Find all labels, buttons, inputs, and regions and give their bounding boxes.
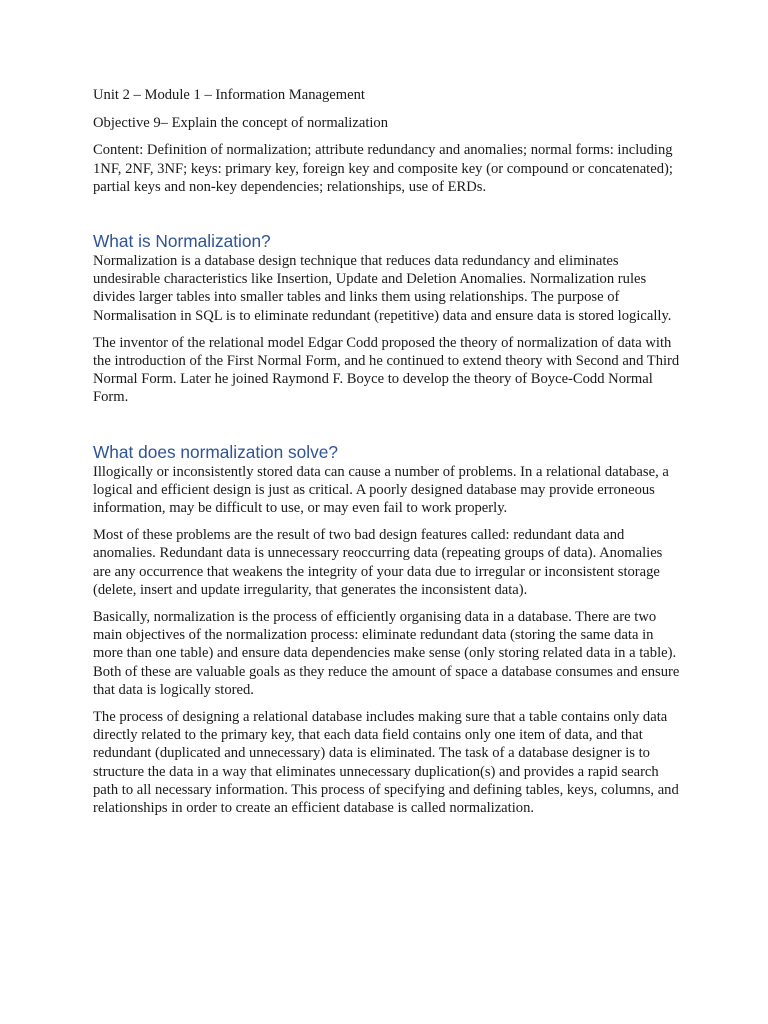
paragraph: The inventor of the relational model Edgar Codd proposed the theory of normalization of data with the introduction of the First Normal Form, and he continued to extend theory with Second and Third Normal Form. Later he joined Raymond F. Boyce to develop the theory of Boyce-Codd Normal Form. <box>93 334 680 406</box>
heading-what-is-normalization: What is Normalization? <box>93 231 271 252</box>
content-line: Content: Definition of normalization; attribute redundancy and anomalies; normal forms: including 1NF, 2NF, 3NF; keys: primary key, foreign key and composite key (or compound or concatenated); partial keys and non-key dependencies; relationships, use of ERDs. <box>93 142 673 195</box>
paragraph: Most of these problems are the result of two bad design features called: redundant data and anomalies. Redundant data is unnecessary reoccurring data (repeating groups of data). Anomalies are any occurrence that weakens the integrity of your data due to irregular or inconsistent storage (delete, insert and update irregularity, that generates the inconsistent data). <box>93 527 663 598</box>
paragraph: Normalization is a database design technique that reduces data redundancy and eliminates undesirable characteristics like Insertion, Update and Deletion Anomalies. Normalization rules divides larger tables into smaller tables and links them using relationships. The purpose of Normalisation in SQL is to eliminate redundant (repetitive) data and ensure data is stored logically. <box>93 253 672 324</box>
objective-line: Objective 9– Explain the concept of normalization <box>93 114 389 131</box>
document-page <box>93 86 683 826</box>
paragraph: Basically, normalization is the process of efficiently organising data in a database. There are two main objectives of the normalization process: eliminate redundant data (storing the same data in more than one table) and ensure data dependencies make sense (only storing related data in a table). Both of these are valuable goals as they reduce the amount of space a database consumes and ensure that data is logically stored. <box>93 609 680 698</box>
paragraph: Illogically or inconsistently stored data can cause a number of problems. In a relational database, a logical and efficient design is just as critical. A poorly designed database may provide erroneous information, may be difficult to use, or may even fail to work properly. <box>93 463 669 517</box>
heading-what-does-normalization-solve: What does normalization solve? <box>93 441 338 462</box>
paragraph: The process of designing a relational database includes making sure that a table contains only data directly related to the primary key, that each data field contains only one item of data, and that redundant (duplicated and unnecessary) data is eliminated. The task of a database designer is to structure the data in a way that eliminates unnecessary duplication(s) and provides a rapid search path to all necessary information. This process of specifying and defining tables, keys, columns, and relationships in order to create an efficient database is called normalization. <box>93 709 679 817</box>
unit-line: Unit 2 – Module 1 – Information Management <box>93 87 365 103</box>
